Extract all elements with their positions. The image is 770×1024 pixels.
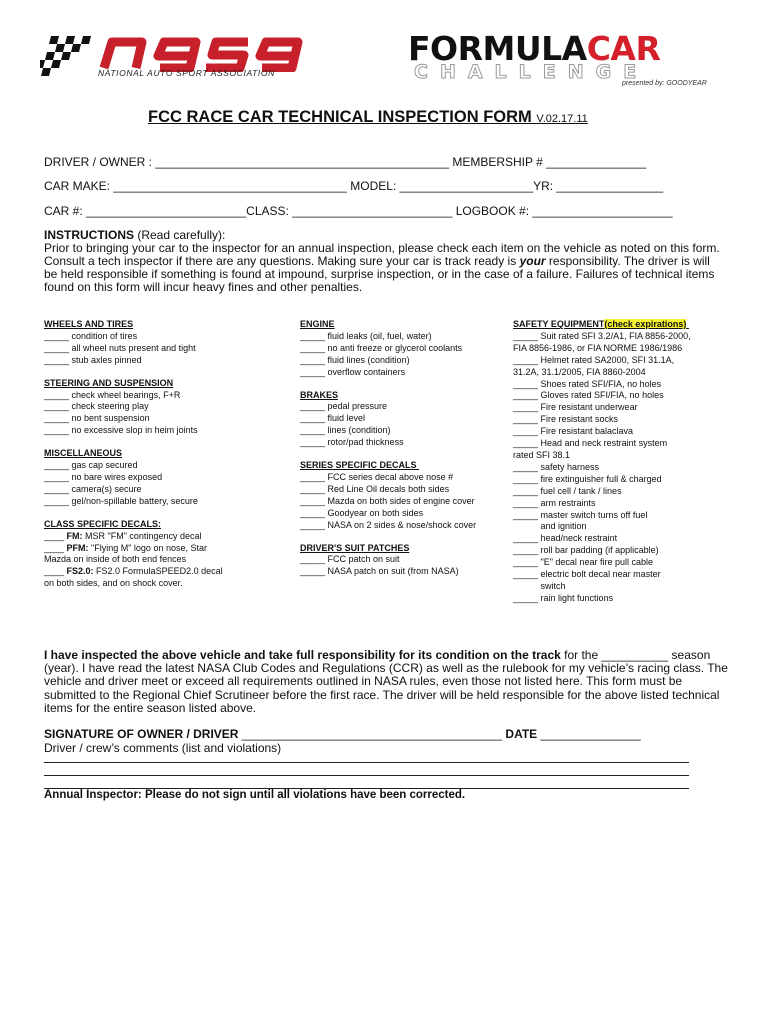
section-title-misc: MISCELLANEOUS [44, 448, 123, 459]
fcc-sponsor: presented by: GOODYEAR [622, 80, 707, 87]
form-title [148, 108, 668, 127]
checklist-item[interactable]: _____ Suit rated SFI 3.2/A1, FIA 8856-2000, [513, 330, 691, 341]
inspector-warning: Annual Inspector: Please do not sign until all violations have been corrected. [44, 789, 466, 801]
checklist-text: MSR "FM" contingency decal [82, 530, 202, 541]
column-left [44, 319, 284, 590]
checklist-blank: ____ [44, 542, 67, 553]
instructions-heading: INSTRUCTIONS [44, 228, 134, 242]
form-version: V.02.17.11 [536, 113, 588, 125]
checklist-item[interactable]: _____ safety harness [513, 461, 600, 472]
checklist-item-continued: 31.2A, 31.1/2005, FIA 8860-2004 [513, 366, 646, 377]
safety-title-tail [686, 319, 689, 329]
date-label: DATE [505, 727, 538, 741]
checklist-item[interactable]: _____ fluid lines (condition) [300, 354, 410, 365]
checklist-item[interactable]: _____ fluid level [300, 413, 366, 424]
car-number-field[interactable]: CAR #: ________________________CLASS: ________________________ LOGBOOK #: _____________________ [44, 204, 673, 218]
checklist-item[interactable]: _____ Red Line Oil decals both sides [300, 483, 450, 494]
checklist-item-continued: rated SFI 38.1 [513, 449, 571, 460]
checklist-item[interactable]: _____ fuel cell / tank / lines [513, 485, 622, 496]
checklist-item[interactable]: _____ FCC patch on suit [300, 554, 400, 565]
checklist-text: "Flying M" logo on nose, Star [88, 542, 207, 553]
checklist-item[interactable]: _____ check wheel bearings, F+R [44, 389, 181, 400]
acknowledgement-bold: I have inspected the above vehicle and take full responsibility for its condition on the track [44, 648, 561, 662]
checklist-item[interactable]: _____ NASA on 2 sides & nose/shock cover [300, 519, 477, 530]
checklist-item[interactable]: _____ NASA patch on suit (from NASA) [300, 566, 459, 577]
section-title-series-decals: SERIES SPECIFIC DECALS [300, 460, 420, 471]
signature-row [44, 727, 641, 741]
checklist-item[interactable]: _____ Fire resistant socks [513, 414, 619, 425]
checklist-item-continued: Mazda on inside of both end fences [44, 554, 187, 565]
signature-line[interactable]: _______________________________________ [238, 727, 506, 741]
checklist-item[interactable]: _____ camera(s) secure [44, 483, 142, 494]
checklist-item[interactable]: _____ rotor/pad thickness [300, 437, 404, 448]
column-right [513, 319, 743, 605]
form-title-text: FCC RACE CAR TECHNICAL INSPECTION FORM [148, 108, 537, 126]
comments-line[interactable] [44, 775, 689, 776]
nasa-subtitle: NATIONAL AUTO SPORT ASSOCIATION [98, 68, 275, 78]
checklist-item[interactable]: _____ condition of tires [44, 330, 138, 341]
checklist-blank: ____ [44, 566, 67, 577]
instructions [44, 229, 724, 294]
fcc-word-formula: FORMULA [408, 29, 587, 68]
checklist-item[interactable]: _____ no excessive slop in heim joints [44, 425, 198, 436]
checklist-item[interactable]: _____ no anti freeze or glycerol coolants [300, 342, 463, 353]
checklist-item[interactable]: _____ master switch turns off fuel [513, 509, 648, 520]
checklist-item[interactable]: _____ Helmet rated SA2000, SFI 31.1A, [513, 354, 675, 365]
checklist-blank: ____ [44, 530, 67, 541]
checklist-item[interactable]: _____ gel/non-spillable battery, secure [44, 495, 198, 506]
checklist-item[interactable]: _____ overflow containers [300, 366, 406, 377]
section-title-suit-patches: DRIVER'S SUIT PATCHES [300, 542, 410, 553]
checklist-item[interactable]: _____ stub axles pinned [44, 354, 142, 365]
section-title-brakes: BRAKES [300, 389, 339, 400]
driver-owner-field[interactable]: DRIVER / OWNER : ____________________________________________ MEMBERSHIP # _______________ [44, 155, 647, 169]
acknowledgement [44, 649, 734, 715]
checklist-item-fs[interactable] [44, 566, 284, 578]
instructions-text-2: responsibility. The driver is will be held responsible if something is found at impound, surprise inspection, or in the case of a failure. Failures of technical items found on this form will incur heavy fines and other penalties. [44, 254, 715, 294]
nasa-wordmark [98, 36, 318, 72]
checklist-item-pfm[interactable] [44, 543, 284, 555]
comments-label: Driver / crew’s comments (list and violations) [44, 741, 282, 755]
section-title-safety [513, 319, 743, 331]
checklist-item-continued: FIA 8856-1986, or FIA NORME 1986/1986 [513, 342, 683, 353]
section-title-wheels: WHEELS AND TIRES [44, 319, 134, 329]
checklist-item-continued: on both sides, and on shock cover. [44, 578, 183, 589]
checklist-item[interactable]: _____ arm restraints [513, 497, 596, 508]
safety-title-text: SAFETY EQUIPMENT [513, 319, 605, 329]
instructions-text: Prior to bringing your car to the inspector for an annual inspection, please check each item on the vehicle as noted on this form. Consult a tech inspector if there are any questions. Making sure your car is track ready is [44, 241, 720, 268]
checklist-item[interactable]: _____ Shoes rated SFI/FIA, no holes [513, 378, 662, 389]
instructions-note: (Read carefully): [134, 228, 226, 242]
checklist-item[interactable]: _____ pedal pressure [300, 401, 388, 412]
checklist-item-continued: switch [513, 580, 566, 591]
section-title-class-decals: CLASS SPECIFIC DECALS: [44, 518, 162, 529]
checklist-item-continued: and ignition [513, 521, 587, 532]
checklist-item[interactable]: _____ Fire resistant balaclava [513, 426, 634, 437]
acknowledgement-text: for the __________ season (year). I have read the latest NASA Club Codes and Regulations (CCR) as well as the rulebook for my vehicle’s racing class. The vehicle and driver meet or exceed all requirements outlined in NASA rules, even those not listed here. This form must be submitted to the Regional Chief Scrutineer before the first race. The driver will be held responsible for the above listed technical items for the entire season listed above. [44, 648, 728, 715]
safety-title-highlight: (check expirations) [604, 319, 687, 329]
checklist-item[interactable]: _____ Mazda on both sides of engine cover [300, 495, 475, 506]
section-title-steering: STEERING AND SUSPENSION [44, 377, 174, 388]
checklist-item[interactable]: _____ fire extinguisher full & charged [513, 473, 662, 484]
class-label-fs: FS2.0: [66, 566, 94, 577]
checklist-item[interactable]: _____ all wheel nuts present and tight [44, 342, 196, 353]
section-title-engine: ENGINE [300, 319, 335, 329]
class-label-pfm: PFM: [66, 542, 89, 553]
checklist-item[interactable]: _____ electric bolt decal near master [513, 569, 661, 580]
checklist-item[interactable]: _____ Fire resistant underwear [513, 402, 638, 413]
column-middle [300, 319, 505, 578]
checklist-item[interactable]: _____ Goodyear on both sides [300, 507, 424, 518]
fcc-challenge: CHALLENGE [414, 61, 649, 83]
checklist-item[interactable]: _____ FCC series decal above nose # [300, 471, 454, 482]
checklist-item[interactable]: _____ lines (condition) [300, 425, 391, 436]
car-make-field[interactable]: CAR MAKE: ___________________________________ MODEL: ____________________YR: ________________ [44, 179, 664, 193]
checklist-item[interactable]: _____ check steering play [44, 401, 149, 412]
checklist-item[interactable]: _____ roll bar padding (if applicable) [513, 545, 659, 556]
checklist-item[interactable]: _____ gas cap secured [44, 460, 138, 471]
instructions-emphasis: your [519, 254, 546, 268]
checklist-item[interactable]: _____ no bent suspension [44, 413, 150, 424]
date-line[interactable]: _______________ [537, 727, 641, 741]
checklist-item[interactable]: _____ fluid leaks (oil, fuel, water) [300, 330, 432, 341]
checklist-item[interactable]: _____ no bare wires exposed [44, 471, 163, 482]
checklist-item[interactable]: _____ Head and neck restraint system [513, 438, 668, 449]
checklist-item[interactable]: _____ "E" decal near fire pull cable [513, 557, 653, 568]
class-label-fm: FM: [66, 530, 83, 541]
checklist-text: FS2.0 FormulaSPEED2.0 decal [93, 566, 223, 577]
comments-line[interactable] [44, 762, 689, 763]
checklist-item-fm[interactable] [44, 531, 284, 543]
signature-label: SIGNATURE OF OWNER / DRIVER [44, 727, 239, 741]
checklist-item[interactable]: _____ Gloves rated SFI/FIA, no holes [513, 390, 664, 401]
checklist-item[interactable]: _____ head/neck restraint [513, 533, 618, 544]
fcc-word-car: CAR [586, 29, 661, 68]
checklist-item[interactable]: _____ rain light functions [513, 592, 614, 603]
